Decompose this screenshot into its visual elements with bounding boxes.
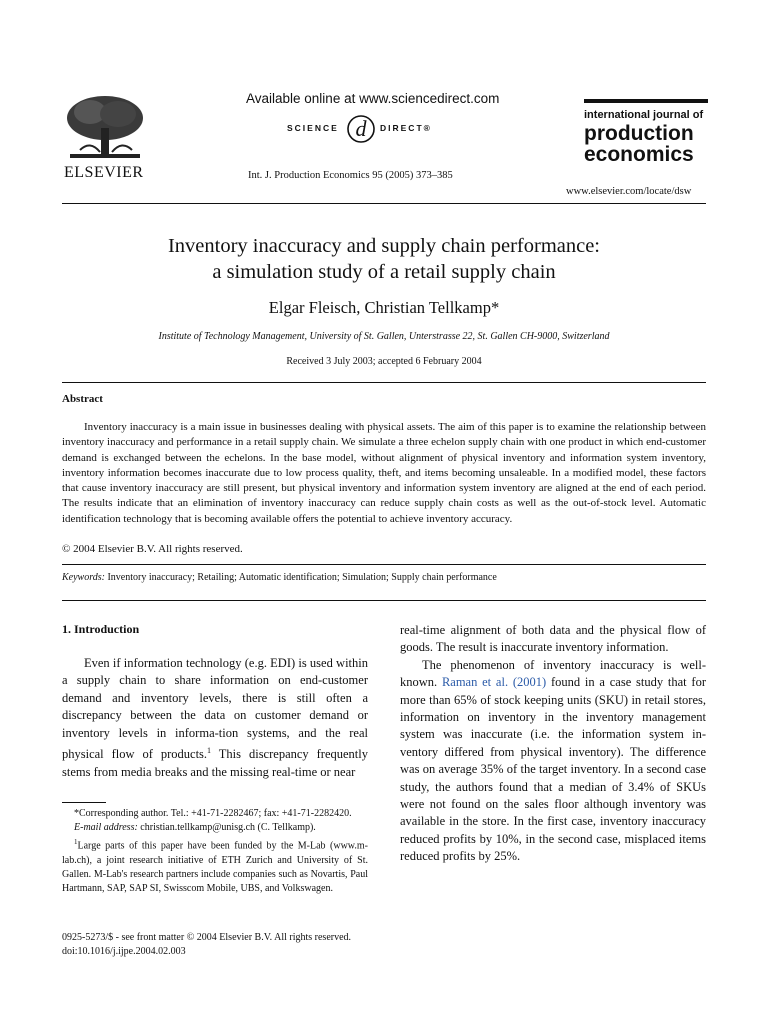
article-authors: Elgar Fleisch, Christian Tellkamp* [268, 298, 500, 317]
journal-logo-rule [584, 99, 708, 103]
article-affiliation: Institute of Technology Management, University of St. Gallen, Unterstrasse 22, St. Gallen CH-9000, Switzerland [158, 331, 610, 342]
sciencedirect-d-icon [345, 111, 377, 145]
intro-paragraph [62, 655, 368, 781]
abstract-body: Inventory inaccuracy is a main issue in businesses dealing with physical assets. The aim of this paper is to examine the relationship between inventory inaccuracy and performance in a retail supply chain. We simulate a three echelon supply chain with one product in which end-customer demand is exchanged between the echelons. In the base model, without alignment of physical inventory and information system inventory, inventory information becomes inaccurate due to low process quality, theft, and items becoming unsaleable. In a modified model, these factors that cause inventory inaccuracy are still present, but physical inventory and information system inventory are aligned at the end of each period. The results indicate that an elimination of inventory inaccuracy can reduce supply chain costs as well as the out-of-stock level. Automatic identification technology that is becoming available offers the potential to achieve inventory accuracy. [62, 421, 706, 525]
article-title [62, 233, 706, 285]
doi-link[interactable]: doi:10.1016/j.ijpe.2004.02.003 [62, 946, 186, 957]
journal-name-line3: economics [584, 143, 694, 166]
keywords-line [62, 572, 497, 583]
footnote-1 [62, 835, 368, 896]
title-line1: Inventory inaccuracy and supply chain performance: [167, 235, 601, 257]
keywords-list: Inventory inaccuracy; Retailing; Automatic identification; Simulation; Supply chain performance [107, 572, 497, 583]
journal-reference: Int. J. Production Economics 95 (2005) 373–385 [248, 170, 453, 181]
right-p2-rest: found in a case study that for more than 65% of stock keeping units (SKU) in retail stores, information on inventory in the inventory management system was inaccurate (i.e. the information system in-ventory differed from physical inventory). The difference was on average 35% of the target inventory. In a second case study, the authors found that a median of 3.4% of SKUs were not found on the sales floor although inventory was available in the store. In the first case, inventory inaccuracy reduced profits by 10%, in the second case, misplaced items reduced profits by 25%. [400, 675, 706, 864]
publisher-name: ELSEVIER [64, 164, 144, 181]
footnote-corresponding: *Corresponding author. Tel.: +41-71-2282467; fax: +41-71-2282420. [74, 808, 352, 819]
journal-logo [584, 99, 708, 169]
abstract-heading: Abstract [62, 393, 103, 405]
svg-text:d: d [355, 116, 367, 141]
footnote-divider [62, 802, 106, 803]
journal-name-line1: international journal of [584, 109, 704, 121]
citation-link-raman[interactable]: Raman et al. (2001) [441, 675, 547, 690]
front-matter-line1: 0925-5273/$ - see front matter © 2004 Elsevier B.V. All rights reserved. [62, 932, 352, 943]
footnote-marker-1[interactable]: 1 [207, 746, 212, 756]
front-matter [62, 931, 351, 959]
intro-text: Even if information technology (e.g. EDI) is used within a supply chain to share information on end-customer demand and inventory levels, there is still often a discrepancy between the data on customer demand or inventory levels in informa-tion systems, and the real physical flow of products. [62, 656, 368, 762]
sd-left-text: SCIENCE [287, 123, 339, 133]
available-online-text: Available online at www.sciencedirect.com [246, 91, 500, 106]
right-column-text [400, 622, 706, 866]
abstract-top-divider [62, 382, 706, 383]
article-received-dates: Received 3 July 2003; accepted 6 February 2004 [286, 356, 482, 367]
footnote-1-mark: 1 [74, 838, 78, 847]
journal-name-line2: production [584, 122, 694, 145]
elsevier-tree-icon [60, 92, 150, 162]
abstract-copyright: © 2004 Elsevier B.V. All rights reserved. [62, 543, 243, 555]
header-divider [62, 203, 706, 204]
footnote-1-text: Large parts of this paper have been funded by the M-Lab (www.m-lab.ch), a joint research initiative of ETH Zurich and University of St. Gallen. M-Lab's research partners include companies such as Novartis, Paul Hartmann, SAP, SAP SI, Swisscom Mobile, UBS, and Volkswagen. [62, 840, 368, 895]
right-p2-start: The phenomenon of inventory inaccuracy is well-known. [400, 657, 706, 690]
title-line2: a simulation study of a retail supply chain [212, 261, 556, 283]
sd-right-text: DIRECT® [380, 123, 432, 133]
sciencedirect-logo [287, 111, 442, 145]
right-paragraph-2 [400, 657, 706, 866]
keywords-divider [62, 600, 706, 601]
email-address[interactable]: christian.tellkamp@unisg.ch (C. Tellkamp). [137, 822, 316, 834]
journal-url-link[interactable]: www.elsevier.com/locate/dsw [566, 186, 692, 197]
intro-text-cont: This discrepancy frequently stems from media breaks and the missing real-time or near [62, 747, 368, 779]
abstract-bottom-divider [62, 564, 706, 565]
email-label: E-mail address: [74, 822, 138, 834]
footnote-email [62, 821, 368, 835]
elsevier-logo [60, 92, 150, 184]
footnotes [62, 807, 368, 897]
section-heading-introduction: 1. Introduction [62, 622, 140, 636]
keywords-label: Keywords: [62, 572, 105, 583]
right-paragraph-1: real-time alignment of both data and the physical flow of goods. The result is inaccurate inventory information. [400, 623, 706, 655]
